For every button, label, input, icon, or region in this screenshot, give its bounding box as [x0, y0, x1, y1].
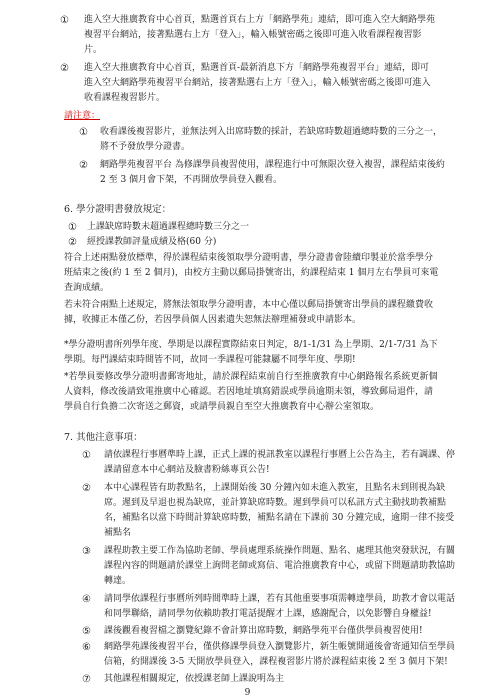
- list-item-line: 轉達。: [104, 576, 132, 586]
- list-item-line: 名，補點名以當下時間計算缺席時數，補點名請在下課前 30 分鐘完成，逾期一律不接受: [104, 513, 455, 523]
- list-item-line: 課程助教主要工作為協助老師、學員處理系統操作問題、點名、處理其他突發狀況，有關: [104, 546, 456, 556]
- list-marker: ②: [68, 237, 77, 248]
- list-marker: ⑤: [82, 626, 91, 637]
- list-item-line: 收看課後複習影片，並無法列入出席時數的採計，若缺席時數超過總時數的三分之一，: [100, 127, 443, 137]
- page-number: 9: [244, 688, 251, 698]
- list-item-line: 進入空大推廣教育中心首頁，點選首頁右上方「網路學苑」連結，即可進入空大網路學苑: [84, 15, 436, 25]
- paragraph-line: 若未符合兩點上述規定，將無法領取學分證明書，本中心僅以郵局掛號寄出學員的課程繳費收: [64, 300, 434, 310]
- paragraph-line: *學分證明書所列學年度、學期是以課程實際結束日判定，8/1-1/31 為上學期、2/1-7/31 為下: [64, 340, 438, 350]
- list-marker: ①: [79, 127, 88, 138]
- list-item-line: 網路學苑課後複習平台，僅供修課學員登入瀏覽影片，新生帳號開通後會寄通知信至學員: [104, 642, 456, 652]
- list-marker: ⑦: [82, 674, 91, 685]
- list-item-line: 其他課程相關規定，依授課老師上課說明為主: [104, 674, 285, 684]
- note-title: 請注意：: [64, 111, 101, 121]
- list-item-line: 請同學依課程行事曆所列時間準時上課，若有其他重要事項需轉達學員，助教才會以電話: [104, 594, 456, 604]
- list-item-line: 課程內容的問題請於課堂上詢問老師或寫信、電洽推廣教育中心，或留下問題請助教協助: [104, 561, 456, 571]
- list-item-line: 請依課程行事曆準時上課，正式上課的視訊教室以課程行事曆上公告為主，若有調課、停: [104, 450, 456, 460]
- list-item-line: 進入空大網路學苑複習平台網站，接著點選右上方「登入」，輸入帳號密碼之後即可進入: [84, 78, 431, 88]
- list-item-line: 和同學聯絡，請同學勿依賴助教打電話提醒才上課，感謝配合，以免影響自身權益!: [104, 609, 432, 619]
- paragraph-line: 據，收據正本僅乙份，若因學員個人因素遺失恕無法辦理補發或申請影本。: [64, 315, 362, 325]
- section-heading: 7. 其他注意事項：: [64, 432, 143, 443]
- paragraph-line: 學期。每門課結束時間皆不同，故同一季課程可能隸屬不同學年度、學期!: [64, 355, 356, 365]
- paragraph-line: *若學員要修改學分證明書郵寄地址，請於課程結束前自行至推廣教育中心網路報名系統更新個: [64, 372, 438, 382]
- list-item-line: 席。遲到及早退也視為缺席，並計算缺席時數。遲到學員可以私訊方式主動找助教補點: [104, 498, 447, 508]
- list-marker: ②: [60, 63, 69, 74]
- paragraph-line: 學員自行負擔二次寄送之郵資，或請學員親自至空大推廣教育中心辦公室領取。: [64, 402, 380, 412]
- paragraph-line: 符合上述兩點發放標準，得於課程結束後領取學分證明書，學分證書會陸續印製並於當季學分: [64, 253, 434, 263]
- list-item-line: 網路學苑複習平台 為修課學員複習使用，課程進行中可無限次登入複習，課程結束後約: [100, 160, 445, 170]
- list-marker: ①: [68, 222, 77, 233]
- list-marker: ②: [79, 160, 88, 171]
- list-item-line: 複習平台網站，接著點選右上方「登入」，輸入帳號密碼之後即可進入收看課程複習影: [84, 30, 422, 40]
- section-heading: 6. 學分證明書發放規定：: [64, 204, 172, 215]
- list-marker: ③: [82, 546, 91, 557]
- list-item-line: 經授課教師評量成績及格(60 分): [87, 237, 217, 247]
- list-marker: ①: [82, 450, 91, 461]
- paragraph-line: 查詢成績。: [64, 283, 110, 293]
- list-marker: ①: [60, 15, 69, 26]
- list-item-line: 課請留意本中心網站及臉書粉絲專頁公告!: [104, 465, 270, 475]
- list-item-line: 將不予發放學分證書。: [100, 142, 191, 152]
- list-item-line: 本中心課程皆有助教點名，上課開始後 30 分鐘內如未進入教室，且點名未到則視為缺: [104, 483, 446, 493]
- list-item-line: 補點名: [104, 528, 132, 538]
- list-item-line: 信箱，約開課後 3-5 天開放學員登入，課程複習影片將於課程結束後 2 至 3 個月下架!: [104, 657, 448, 667]
- paragraph-line: 班結束之後(約 1 至 2 個月)，由校方主動以郵局掛號寄出，約課程結束 1 個月左右學員可來電: [64, 268, 439, 278]
- list-item-line: 上課缺席時數未超過課程總時數三分之一: [87, 222, 250, 232]
- list-item-line: 收看課程複習影片。: [84, 93, 166, 103]
- list-marker: ④: [82, 594, 91, 605]
- list-item-line: 進入空大推廣教育中心首頁，點選首頁-最新消息下方「網路學苑複習平台」連結，即可: [84, 63, 430, 73]
- list-item-line: 片。: [84, 45, 103, 55]
- list-item-line: 課後觀看複習檔之瀏覽紀錄不會計算出席時數，網路學苑平台僅供學員複習使用!: [104, 626, 423, 636]
- list-marker: ②: [82, 483, 91, 494]
- paragraph-line: 人資料，修改後請致電推廣中心確認。若因地址填寫錯誤或學員逾期未領，導致郵局退件，請: [64, 387, 434, 397]
- list-marker: ⑥: [82, 642, 91, 653]
- list-item-line: 2 至 3 個月會下架，不再開放學員登入觀看。: [100, 175, 283, 185]
